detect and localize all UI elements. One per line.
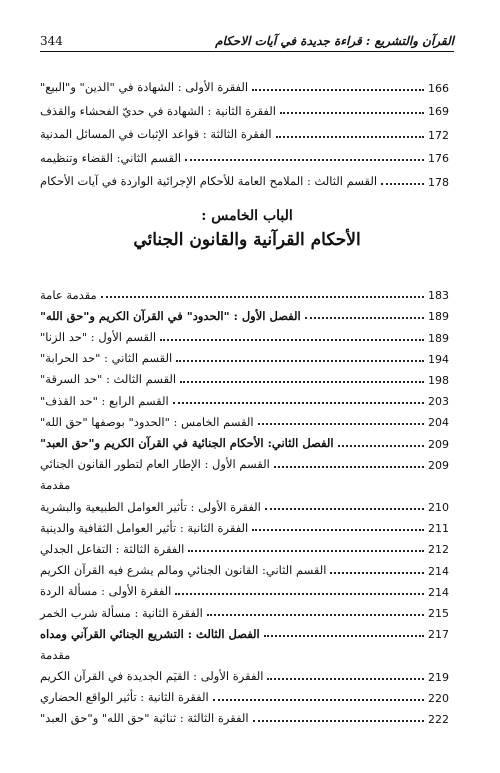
toc-entry-page: 172 <box>428 128 449 142</box>
dot-leader <box>173 402 424 404</box>
dot-leader <box>330 572 424 574</box>
dot-leader <box>258 423 424 425</box>
toc-entry-title: الفصل الثالث : التشريع الجنائي القرآني ومداه <box>40 626 260 641</box>
dot-leader <box>185 159 424 161</box>
running-title: القرآن والتشريع : قراءة جديدة في آيات الاحكام <box>215 34 454 48</box>
toc-entry-title: الفقرة الثانية : الشهادة في حديّ الفحشاء والقذف <box>40 103 276 118</box>
toc-entry-page: 214 <box>428 585 449 599</box>
toc-entry-title: مقدمة <box>40 478 71 493</box>
toc-entry-title: القسم الأول : "حد الزنا" <box>40 330 157 345</box>
dot-leader <box>207 614 424 616</box>
dot-leader <box>265 508 424 510</box>
toc-entry <box>40 117 454 141</box>
toc-entry-page: 189 <box>428 331 449 345</box>
page-header <box>40 28 454 52</box>
toc-entry-page: 209 <box>428 458 449 472</box>
toc-entry-title: الفقرة الأولى : القيَم الجديدة في القرآن الكريم <box>40 669 264 684</box>
toc-entry-title: الفقرة الأولى : مسألة الردة <box>40 584 172 599</box>
toc-entry-page: 189 <box>428 310 449 324</box>
dot-leader <box>188 550 424 552</box>
dot-leader <box>180 381 424 383</box>
toc-entry-page: 169 <box>428 105 449 118</box>
dot-leader <box>213 699 424 701</box>
toc-entry <box>40 141 454 165</box>
toc-entry <box>40 322 454 343</box>
toc-entry <box>40 619 454 640</box>
toc-entry-page: 183 <box>428 289 449 303</box>
toc-entry-page: 212 <box>428 543 449 557</box>
toc-entry-page: 204 <box>428 416 449 430</box>
toc-entry-page: 217 <box>428 628 449 642</box>
part-heading <box>40 208 454 250</box>
toc-entry-page: 178 <box>428 175 449 189</box>
toc-entry <box>40 640 454 661</box>
toc-entry <box>40 407 454 428</box>
toc-entry-title: مقدمة <box>40 647 71 662</box>
toc-entry-page: 220 <box>428 691 449 705</box>
toc-entry <box>40 513 454 534</box>
dot-leader <box>176 360 424 362</box>
dot-leader <box>253 720 424 722</box>
toc-entry <box>40 164 454 188</box>
toc-entry-page: 194 <box>428 352 449 366</box>
dot-leader <box>305 317 424 319</box>
toc-entry-page: 214 <box>428 564 449 578</box>
toc-entry <box>40 280 454 301</box>
toc-entry-title: الفقرة الأولى : تأثير العوامل الطبيعية والبشرية <box>40 499 261 514</box>
toc-entry-page: 198 <box>428 373 449 387</box>
toc-entry-title: القسم الأول : الإطار العام لتطور القانون الجنائي <box>40 457 270 472</box>
toc-entry-title: القسم الثاني: القضاء وتنظيمه <box>40 150 182 165</box>
toc-entry <box>40 598 454 619</box>
part-label: الباب الخامس : <box>201 208 293 224</box>
toc-entry <box>40 386 454 407</box>
toc-entry <box>40 492 454 513</box>
toc-entry-page: 219 <box>428 670 449 684</box>
dot-leader <box>252 529 424 531</box>
toc-entry <box>40 683 454 704</box>
toc-entry-title: الفقرة الأولى : الشهادة في "الدين" و"البيع" <box>40 80 249 94</box>
toc-entry-page: 176 <box>428 152 449 165</box>
toc-entry <box>40 577 454 598</box>
dot-leader <box>274 466 424 468</box>
toc-entry <box>40 428 454 449</box>
toc-entry-title: الفصل الأول : "الحدود" في القرآن الكريم و"حق الله" <box>40 308 301 323</box>
toc-entry-page: 209 <box>428 437 449 451</box>
toc-entry-title: الفقرة الثانية : مسألة شرب الخمر <box>40 605 203 620</box>
toc-entry <box>40 450 454 471</box>
toc-entry-title: الفصل الثاني: الأحكام الجنائية في القرآن الكريم و"حق العبد" <box>40 436 334 450</box>
toc-entry-page: 166 <box>428 81 449 95</box>
toc-entry-page: 210 <box>428 501 449 515</box>
toc-entry-title: القسم الثالث : "حد السرقة" <box>40 372 177 387</box>
dot-leader <box>264 635 424 637</box>
toc-entry <box>40 94 454 118</box>
dot-leader <box>276 136 424 138</box>
toc-entry-title: مقدمة عامة <box>40 287 97 302</box>
toc-entry <box>40 534 454 555</box>
page-number: 344 <box>40 34 63 48</box>
toc-entry-page: 222 <box>428 712 449 726</box>
toc-main-section <box>40 280 454 725</box>
toc-entry <box>40 471 454 492</box>
toc-entry <box>40 365 454 386</box>
toc-entry-page: 215 <box>428 607 449 620</box>
dot-leader <box>252 89 424 91</box>
toc-entry-title: الفقرة الثالثة : التفاعل الجدلي <box>40 541 185 556</box>
toc-entry <box>40 704 454 725</box>
toc-entry-title: القسم الرابع : "حد القذف" <box>40 393 169 408</box>
dot-leader <box>175 593 424 595</box>
dot-leader <box>160 339 424 341</box>
toc-entry <box>40 70 454 94</box>
toc-top-section <box>40 70 454 188</box>
dot-leader <box>101 296 424 298</box>
toc-entry-title: القسم الثاني : "حد الحرابة" <box>40 351 173 366</box>
dot-leader <box>338 445 424 447</box>
toc-entry-title: الفقرة الثالثة : قواعد الإثبات في المسائل المدنية <box>40 127 272 141</box>
toc-entry <box>40 344 454 365</box>
toc-entry-title: القسم الثالث : الملامح العامة للأحكام الإجرائية الواردة في آيات الأحكام <box>40 174 378 188</box>
toc-entry-title: الفقرة الثانية : تأثير الواقع الحضاري <box>40 690 209 705</box>
toc-entry-page: 203 <box>428 395 449 409</box>
toc-entry <box>40 301 454 322</box>
toc-entry-title: القسم الخامس : "الحدود" بوصفها "حق الله" <box>40 414 254 429</box>
toc-entry-title: القسم الثاني: القانون الجنائي ومالم يشرع فيه القرآن الكريم <box>40 563 327 578</box>
toc-entry-title: الفقرة الثانية : تأثير العوامل الثقافية والدينية <box>40 520 249 535</box>
toc-entry-title: الفقرة الثالثة : ثنائية "حق الله" و"حق العبد" <box>40 711 249 726</box>
toc-entry <box>40 555 454 576</box>
dot-leader <box>280 112 424 114</box>
dot-leader <box>381 183 424 185</box>
dot-leader <box>267 678 424 680</box>
toc-entry <box>40 661 454 682</box>
part-title: الأحكام القرآنية والقانون الجنائي <box>133 230 361 250</box>
toc-entry-page: 211 <box>428 522 449 536</box>
